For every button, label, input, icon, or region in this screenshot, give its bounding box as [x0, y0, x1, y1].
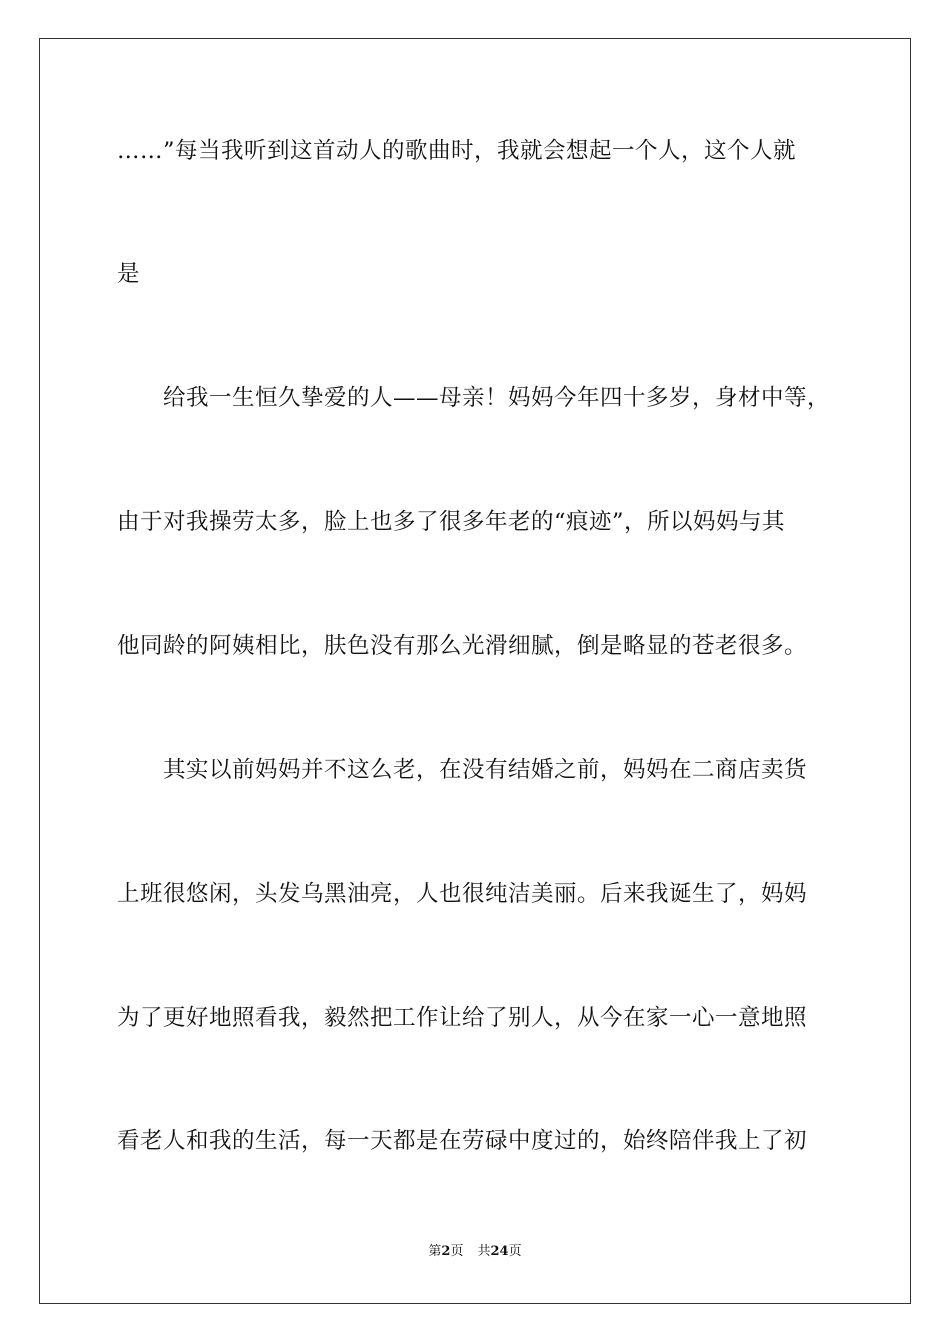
text-line: 看老人和我的生活，每一天都是在劳碌中度过的，始终陪伴我上了初 — [117, 1128, 808, 1154]
text-line: 给我一生恒久挚爱的人——母亲！妈妈今年四十多岁，身材中等， — [117, 385, 831, 411]
text-line: 上班很悠闲，头发乌黑油亮，人也很纯洁美丽。后来我诞生了，妈妈 — [117, 881, 808, 907]
total-pages: 24 — [490, 1244, 509, 1259]
text-line: 他同龄的阿姨相比，肤色没有那么光滑细腻，倒是略显的苍老很多。 — [117, 633, 808, 659]
text-line: 由于对我操劳太多，脸上也多了很多年老的“痕迹”，所以妈妈与其 — [117, 509, 786, 535]
text-line: 为了更好地照看我，毅然把工作让给了别人，从今在家一心一意地照 — [117, 1005, 808, 1031]
page-footer — [0, 1244, 950, 1260]
text-line: 其实以前妈妈并不这么老，在没有结婚之前，妈妈在二商店卖货 — [117, 757, 808, 783]
total-label-suffix: 页 — [508, 1244, 522, 1259]
page-number: 2 — [441, 1244, 451, 1259]
total-label-prefix: 共 — [477, 1244, 491, 1259]
text-line: 是 — [117, 261, 141, 287]
text-line: ……”每当我听到这首动人的歌曲时，我就会想起一个人，这个人就 — [117, 138, 797, 164]
page-label-suffix: 页 — [450, 1244, 464, 1259]
page-label-prefix: 第 — [428, 1244, 442, 1259]
page-border — [39, 38, 911, 1304]
